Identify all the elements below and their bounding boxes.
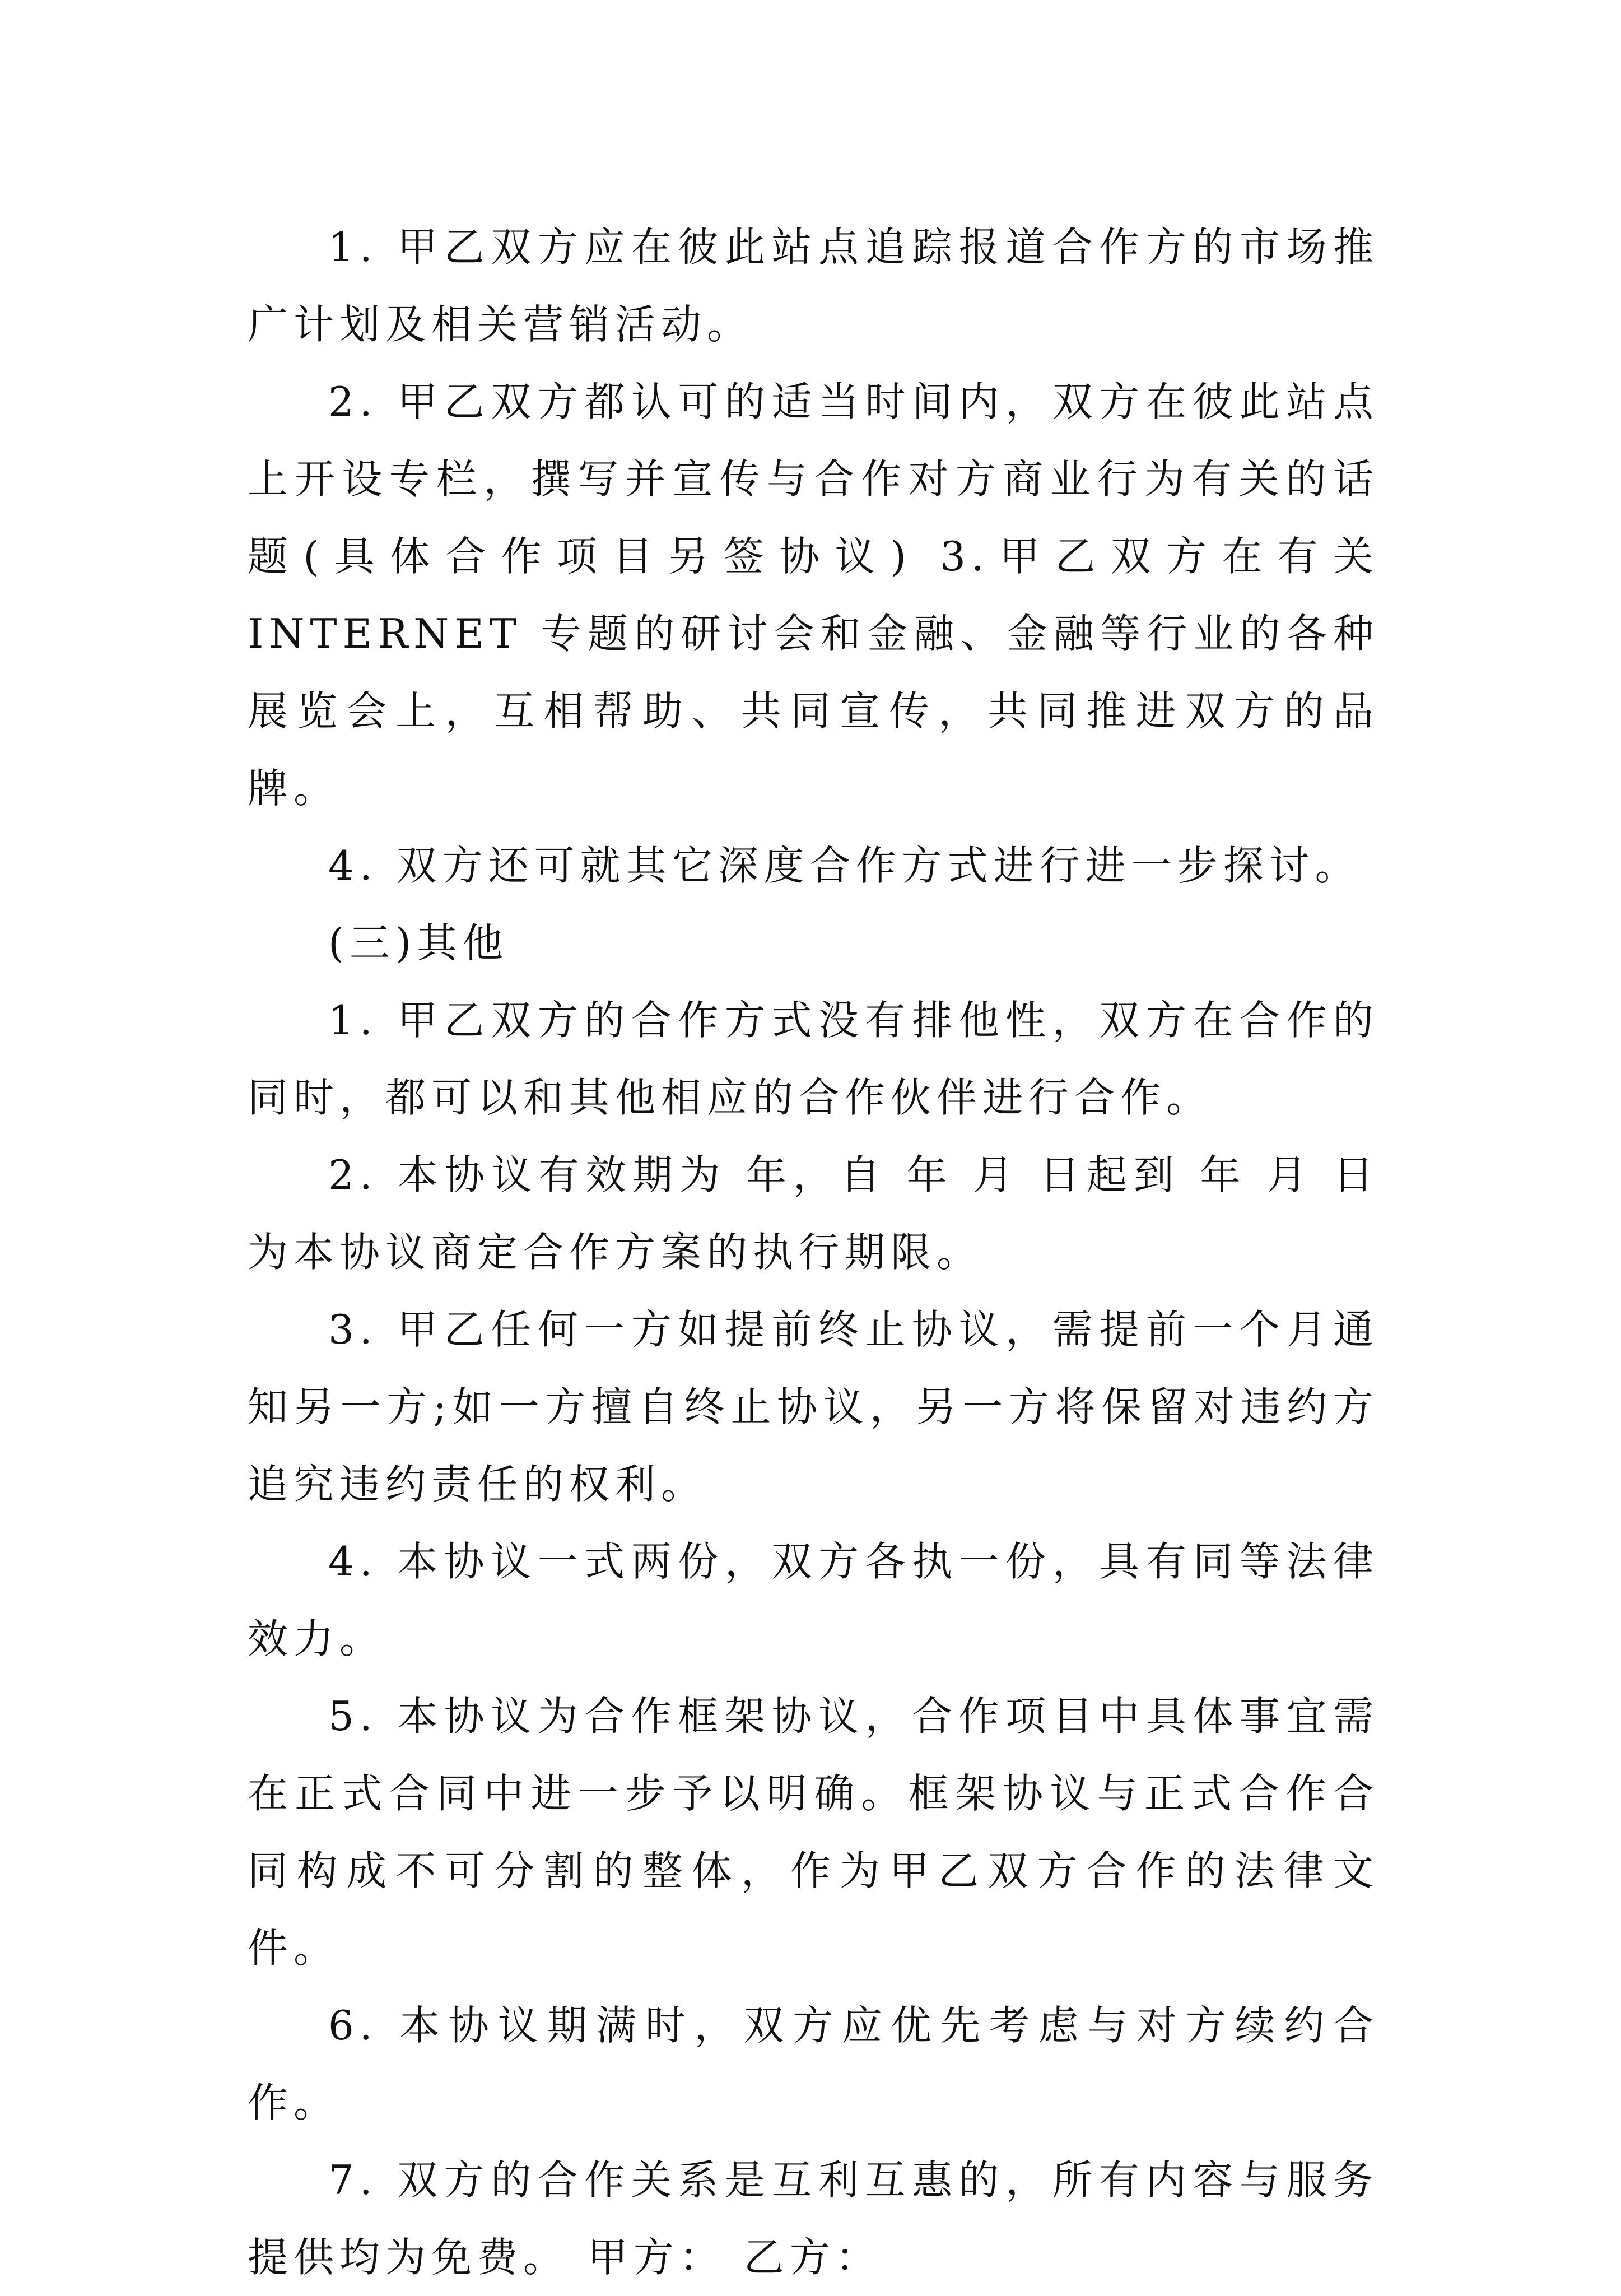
paragraph-2: 2. 甲乙双方都认可的适当时间内，双方在彼此站点上开设专栏，撰写并宣传与合作对方商业行为有关的话题(具体合作项目另签协议) 3.甲乙双方在有关 INTERNET 专题的研讨会和金融、金融等行业的各种展览会上，互相帮助、共同宣传，共同推进双方的品牌。: [248, 378, 1379, 812]
paragraph-10: 7. 双方的合作关系是互利互惠的，所有内容与服务提供均为免费。 甲方： 乙方：: [248, 2156, 1379, 2281]
paragraph-1: 1. 甲乙双方应在彼此站点追踪报道合作方的市场推广计划及相关营销活动。: [248, 224, 1379, 348]
document-body: [248, 208, 1379, 2296]
paragraph-6: 3. 甲乙任何一方如提前终止协议，需提前一个月通知另一方;如一方擅自终止协议，另一方将保留对违约方追究违约责任的权利。: [248, 1306, 1379, 1508]
paragraph-5: 2. 本协议有效期为 年，自 年 月 日起到 年 月 日为本协议商定合作方案的执行期限。: [248, 1151, 1379, 1276]
paragraph-8: 5. 本协议为合作框架协议，合作项目中具体事宜需在正式合同中进一步予以明确。框架协议与正式合作合同构成不可分割的整体，作为甲乙双方合作的法律文件。: [248, 1693, 1379, 1972]
section-heading-other: (三)其他: [328, 919, 509, 966]
paragraph-9: 6. 本协议期满时，双方应优先考虑与对方续约合作。: [248, 2002, 1379, 2126]
paragraph-4: 1. 甲乙双方的合作方式没有排他性，双方在合作的同时，都可以和其他相应的合作伙伴进行合作。: [248, 997, 1379, 1121]
paragraph-3: 4. 双方还可就其它深度合作方式进行进一步探讨。: [328, 842, 1361, 889]
paragraph-7: 4. 本协议一式两份，双方各执一份，具有同等法律效力。: [248, 1538, 1379, 1662]
